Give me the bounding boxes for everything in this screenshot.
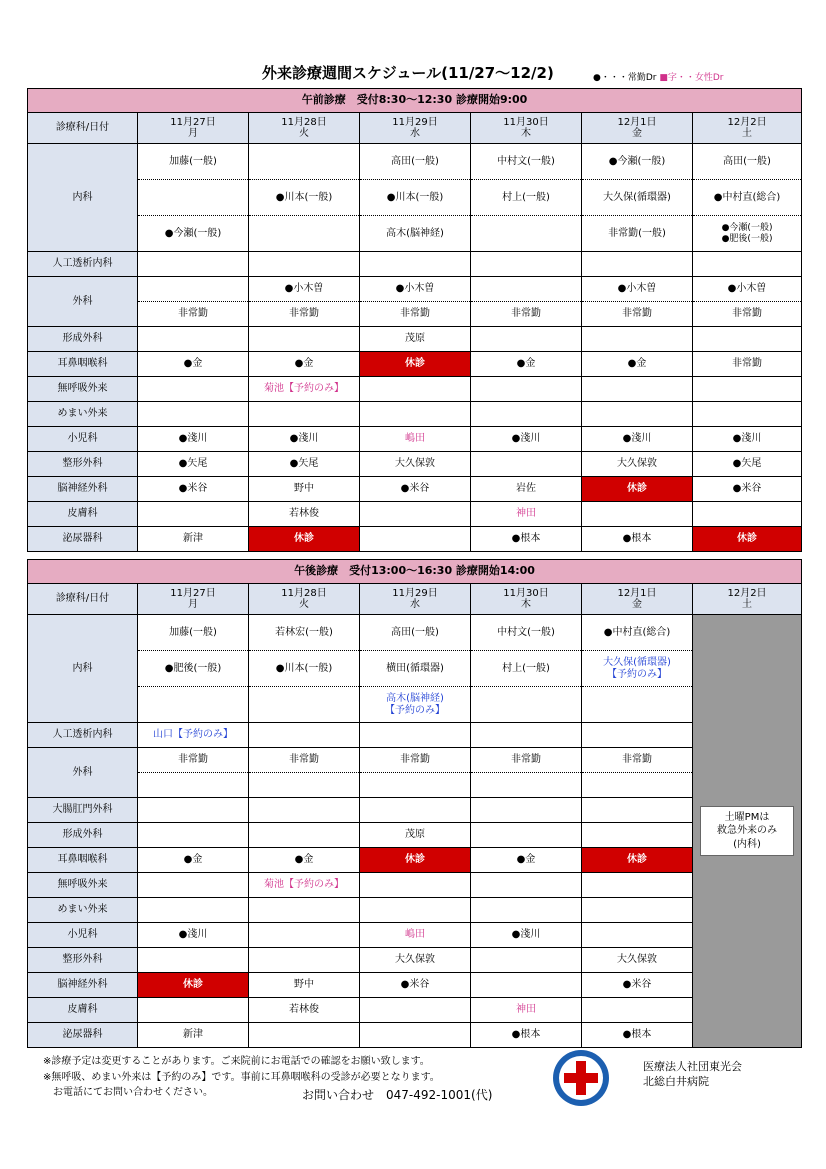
schedule-cell: [138, 327, 249, 352]
schedule-cell: ●金: [249, 352, 360, 377]
schedule-cell: 菊池【予約のみ】: [249, 377, 360, 402]
schedule-cell: 大久保敦: [360, 948, 471, 973]
schedule-cell: ●米谷: [360, 477, 471, 502]
day-dow: 水: [410, 128, 420, 139]
schedule-cell: 若林俊: [249, 502, 360, 527]
schedule-cell: [471, 823, 582, 848]
schedule-cell: ●米谷: [138, 477, 249, 502]
day-date: 12月1日: [617, 116, 657, 128]
schedule-cell: ●肥後(一般): [138, 651, 249, 687]
schedule-cell: 新津: [138, 1023, 249, 1048]
am-schedule-table: [27, 88, 802, 552]
schedule-cell: ●淺川: [138, 427, 249, 452]
schedule-cell: 大久保敦: [582, 948, 693, 973]
dept-name: めまい外来: [28, 402, 138, 427]
schedule-row: [28, 180, 802, 216]
schedule-cell: [693, 252, 802, 277]
schedule-row: [28, 873, 802, 898]
org-line2: 北総白井病院: [643, 1074, 709, 1088]
schedule-cell: [249, 402, 360, 427]
schedule-cell: [582, 687, 693, 723]
schedule-row: [28, 277, 802, 302]
day-header: [693, 584, 802, 615]
schedule-cell: ●川本(一般): [249, 180, 360, 216]
schedule-cell: 加藤(一般): [138, 615, 249, 651]
schedule-cell: [249, 923, 360, 948]
day-dow: 金: [632, 599, 642, 610]
legend: [593, 70, 724, 83]
dept-name: 外科: [28, 277, 138, 327]
schedule-cell: [360, 898, 471, 923]
schedule-cell: ●川本(一般): [249, 651, 360, 687]
schedule-cell: [138, 180, 249, 216]
schedule-row: [28, 798, 802, 823]
schedule-cell: 非常勤: [693, 352, 802, 377]
dept-name: 形成外科: [28, 823, 138, 848]
dept-name: 内科: [28, 144, 138, 252]
cell-line: ●肥後(一般): [721, 233, 773, 244]
schedule-row: [28, 302, 802, 327]
schedule-cell: ●淺川: [693, 427, 802, 452]
schedule-row: [28, 1023, 802, 1048]
pm-date-row: [28, 584, 802, 615]
org-line1: 医療法人社団東光会: [643, 1060, 742, 1073]
schedule-cell: 若林俊: [249, 998, 360, 1023]
schedule-cell: [582, 723, 693, 748]
schedule-row: [28, 527, 802, 552]
schedule-cell: [138, 402, 249, 427]
schedule-cell: [582, 377, 693, 402]
schedule-cell: 高木(脳神経): [360, 216, 471, 252]
schedule-cell: 大久保敦: [360, 452, 471, 477]
schedule-row: [28, 748, 802, 773]
schedule-cell: [360, 798, 471, 823]
schedule-cell: ●小木曽: [693, 277, 802, 302]
schedule-cell: ●根本: [471, 1023, 582, 1048]
am-header-row: [28, 89, 802, 113]
schedule-row: [28, 502, 802, 527]
schedule-cell: [138, 377, 249, 402]
schedule-cell: [471, 252, 582, 277]
schedule-cell: [582, 823, 693, 848]
schedule-cell: 非常勤: [138, 748, 249, 773]
schedule-row: [28, 687, 802, 723]
day-header: [582, 584, 693, 615]
day-header: [582, 113, 693, 144]
dept-name: 泌尿器科: [28, 527, 138, 552]
schedule-row: [28, 216, 802, 252]
schedule-row: [28, 452, 802, 477]
schedule-cell: 嶋田: [360, 427, 471, 452]
schedule-cell: [471, 723, 582, 748]
schedule-cell: [360, 377, 471, 402]
schedule-cell: 嶋田: [360, 923, 471, 948]
day-date: 11月29日: [392, 587, 438, 599]
schedule-row: [28, 402, 802, 427]
schedule-cell: 休診: [249, 527, 360, 552]
schedule-cell: [582, 651, 693, 687]
dept-name: 泌尿器科: [28, 1023, 138, 1048]
schedule-cell: 非常勤: [360, 302, 471, 327]
schedule-cell: [138, 948, 249, 973]
day-date: 11月28日: [281, 587, 327, 599]
dept-name: 人工透析内科: [28, 252, 138, 277]
cell-line: 【予約のみ】: [385, 704, 445, 716]
dept-name: 大腸肛門外科: [28, 798, 138, 823]
schedule-cell: 非常勤: [249, 302, 360, 327]
day-header: [471, 113, 582, 144]
schedule-cell: 加藤(一般): [138, 144, 249, 180]
schedule-cell: 神田: [471, 998, 582, 1023]
day-date: 11月29日: [392, 116, 438, 128]
dept-name: 無呼吸外来: [28, 377, 138, 402]
schedule-cell: [360, 687, 471, 723]
schedule-cell: [471, 687, 582, 723]
schedule-cell: [471, 773, 582, 798]
schedule-row: [28, 477, 802, 502]
schedule-cell: ●米谷: [693, 477, 802, 502]
day-date: 11月30日: [503, 116, 549, 128]
schedule-cell: ●小木曽: [582, 277, 693, 302]
schedule-cell: 岩佐: [471, 477, 582, 502]
saturday-note-line: (内科): [733, 838, 761, 850]
schedule-cell: [138, 823, 249, 848]
schedule-row: [28, 377, 802, 402]
schedule-cell: [249, 687, 360, 723]
dept-name: 無呼吸外来: [28, 873, 138, 898]
schedule-row: [28, 327, 802, 352]
schedule-cell: [360, 773, 471, 798]
dept-name: 外科: [28, 748, 138, 798]
dept-name: めまい外来: [28, 898, 138, 923]
schedule-cell: 非常勤: [249, 748, 360, 773]
schedule-cell: ●矢尾: [693, 452, 802, 477]
dept-name: 内科: [28, 615, 138, 723]
schedule-cell: ●淺川: [471, 427, 582, 452]
schedule-row: [28, 923, 802, 948]
schedule-cell: 新津: [138, 527, 249, 552]
schedule-cell: [138, 998, 249, 1023]
pm-header-row: [28, 560, 802, 584]
schedule-cell: [582, 873, 693, 898]
schedule-cell: [249, 773, 360, 798]
schedule-cell: [138, 898, 249, 923]
schedule-cell: [249, 798, 360, 823]
schedule-cell: [138, 687, 249, 723]
schedule-cell: 高田(一般): [360, 144, 471, 180]
page-title: 外来診療週間スケジュール(11/27〜12/2): [262, 64, 554, 82]
dept-name: 皮膚科: [28, 502, 138, 527]
day-header: [693, 113, 802, 144]
schedule-row: [28, 948, 802, 973]
schedule-row: [28, 352, 802, 377]
schedule-cell: [471, 798, 582, 823]
schedule-cell: [138, 252, 249, 277]
day-header: [360, 584, 471, 615]
schedule-cell: [693, 402, 802, 427]
schedule-cell: ●米谷: [360, 973, 471, 998]
saturday-pm-closed: [693, 615, 802, 1048]
schedule-cell: [249, 898, 360, 923]
day-date: 11月27日: [170, 587, 216, 599]
day-dow: 月: [188, 599, 198, 610]
day-date: 12月2日: [727, 116, 767, 128]
schedule-cell: ●淺川: [138, 923, 249, 948]
schedule-cell: ●淺川: [249, 427, 360, 452]
schedule-cell: [582, 402, 693, 427]
day-dow: 木: [521, 599, 531, 610]
day-header: [138, 113, 249, 144]
schedule-cell: ●川本(一般): [360, 180, 471, 216]
saturday-note: [700, 806, 794, 857]
pm-schedule-table: [27, 559, 802, 1048]
schedule-row: [28, 144, 802, 180]
day-header: [138, 584, 249, 615]
schedule-cell: ●矢尾: [138, 452, 249, 477]
schedule-cell: 野中: [249, 973, 360, 998]
schedule-cell: ●根本: [582, 1023, 693, 1048]
schedule-cell: ●金: [471, 848, 582, 873]
schedule-row: [28, 848, 802, 873]
schedule-cell: 村上(一般): [471, 651, 582, 687]
schedule-cell: 若林宏(一般): [249, 615, 360, 651]
schedule-cell: ●根本: [471, 527, 582, 552]
pm-session-header: 午後診療 受付13:00〜16:30 診療開始14:00: [28, 560, 802, 584]
schedule-cell: 野中: [249, 477, 360, 502]
schedule-cell: [471, 973, 582, 998]
schedule-cell: [249, 144, 360, 180]
dept-name: 皮膚科: [28, 998, 138, 1023]
schedule-cell: 神田: [471, 502, 582, 527]
day-dow: 土: [742, 599, 753, 610]
dept-name: 小児科: [28, 427, 138, 452]
schedule-cell: 菊池【予約のみ】: [249, 873, 360, 898]
schedule-row: [28, 651, 802, 687]
schedule-cell: 休診: [582, 477, 693, 502]
schedule-cell: 非常勤: [693, 302, 802, 327]
schedule-cell: [138, 873, 249, 898]
schedule-cell: [138, 798, 249, 823]
schedule-cell: 非常勤: [471, 302, 582, 327]
schedule-cell: [138, 773, 249, 798]
schedule-cell: 大久保(循環器): [582, 180, 693, 216]
col-header-label: 診療科/日付: [28, 113, 138, 144]
schedule-cell: ●金: [582, 352, 693, 377]
schedule-cell: [582, 998, 693, 1023]
schedule-cell: [471, 277, 582, 302]
schedule-cell: 休診: [693, 527, 802, 552]
legend-female: ■字・・女性Dr: [659, 73, 724, 83]
schedule-cell: 非常勤: [582, 302, 693, 327]
schedule-cell: 休診: [582, 848, 693, 873]
schedule-cell: [471, 898, 582, 923]
day-dow: 月: [188, 128, 198, 139]
schedule-cell: [138, 277, 249, 302]
dept-name: 形成外科: [28, 327, 138, 352]
schedule-cell: [249, 327, 360, 352]
schedule-cell: ●小木曽: [249, 277, 360, 302]
schedule-cell: [582, 898, 693, 923]
schedule-cell: ●金: [138, 352, 249, 377]
schedule-cell: ●淺川: [471, 923, 582, 948]
day-dow: 水: [410, 599, 420, 610]
schedule-cell: [471, 948, 582, 973]
dept-name: 整形外科: [28, 948, 138, 973]
dept-name: 人工透析内科: [28, 723, 138, 748]
schedule-cell: [249, 948, 360, 973]
schedule-cell: 非常勤: [582, 748, 693, 773]
schedule-cell: [582, 798, 693, 823]
schedule-cell: [249, 252, 360, 277]
schedule-cell: 非常勤: [138, 302, 249, 327]
schedule-cell: 中村文(一般): [471, 144, 582, 180]
schedule-cell: [471, 216, 582, 252]
day-dow: 木: [521, 128, 531, 139]
schedule-row: [28, 615, 802, 651]
schedule-row: [28, 427, 802, 452]
day-date: 11月28日: [281, 116, 327, 128]
schedule-cell: [138, 502, 249, 527]
schedule-cell: 横田(循環器): [360, 651, 471, 687]
schedule-cell: 休診: [138, 973, 249, 998]
schedule-cell: 非常勤(一般): [582, 216, 693, 252]
hospital-name: [643, 1060, 742, 1090]
schedule-row: [28, 252, 802, 277]
schedule-cell: 非常勤: [360, 748, 471, 773]
schedule-row: [28, 823, 802, 848]
am-date-row: [28, 113, 802, 144]
schedule-cell: [360, 502, 471, 527]
schedule-cell: [693, 502, 802, 527]
saturday-note-line: 土曜PMは: [724, 811, 770, 823]
schedule-cell: [360, 402, 471, 427]
schedule-cell: [693, 377, 802, 402]
day-date: 12月1日: [617, 587, 657, 599]
dept-name: 脳神経外科: [28, 477, 138, 502]
dept-name: 脳神経外科: [28, 973, 138, 998]
schedule-cell: [360, 998, 471, 1023]
saturday-note-line: 救急外来のみ: [717, 825, 778, 837]
day-header: [249, 584, 360, 615]
day-dow: 金: [632, 128, 642, 139]
day-dow: 火: [299, 599, 309, 610]
schedule-cell: ●金: [138, 848, 249, 873]
schedule-cell: [471, 327, 582, 352]
schedule-cell: [582, 327, 693, 352]
day-date: 11月27日: [170, 116, 216, 128]
cell-line: ●今瀬(一般): [721, 223, 773, 234]
dept-name: 耳鼻咽喉科: [28, 848, 138, 873]
schedule-cell: ●中村直(総合): [693, 180, 802, 216]
cell-line: 【予約のみ】: [607, 668, 667, 680]
day-header: [249, 113, 360, 144]
schedule-cell: [471, 452, 582, 477]
note-2: ※無呼吸、めまい外来は【予約のみ】です。事前に耳鼻咽喉科の受診が必要となります。: [43, 1072, 440, 1083]
schedule-cell: ●小木曽: [360, 277, 471, 302]
schedule-cell: 高田(一般): [693, 144, 802, 180]
schedule-cell: 高田(一般): [360, 615, 471, 651]
schedule-cell: [693, 216, 802, 252]
schedule-cell: [693, 327, 802, 352]
schedule-cell: [360, 527, 471, 552]
schedule-cell: [249, 823, 360, 848]
legend-regular: ●・・・常勤Dr: [593, 73, 657, 83]
schedule-cell: [582, 773, 693, 798]
cell-line: 大久保(循環器): [603, 657, 671, 668]
schedule-cell: ●根本: [582, 527, 693, 552]
day-dow: 土: [742, 128, 753, 139]
schedule-cell: [249, 216, 360, 252]
schedule-cell: ●中村直(総合): [582, 615, 693, 651]
red-cross-icon: [551, 1048, 611, 1108]
cell-line: 高木(脳神経): [386, 693, 444, 704]
schedule-cell: [582, 252, 693, 277]
schedule-cell: ●淺川: [582, 427, 693, 452]
schedule-cell: 山口【予約のみ】: [138, 723, 249, 748]
schedule-row: [28, 973, 802, 998]
schedule-cell: [360, 252, 471, 277]
schedule-cell: [471, 402, 582, 427]
schedule-cell: [582, 923, 693, 948]
schedule-cell: 休診: [360, 848, 471, 873]
schedule-cell: [360, 873, 471, 898]
day-header: [360, 113, 471, 144]
schedule-cell: 茂原: [360, 327, 471, 352]
schedule-cell: 茂原: [360, 823, 471, 848]
schedule-cell: 非常勤: [471, 748, 582, 773]
schedule-cell: ●金: [249, 848, 360, 873]
schedule-cell: [471, 377, 582, 402]
schedule-cell: 村上(一般): [471, 180, 582, 216]
schedule-cell: [360, 1023, 471, 1048]
schedule-cell: ●米谷: [582, 973, 693, 998]
schedule-row: [28, 998, 802, 1023]
day-date: 11月30日: [503, 587, 549, 599]
schedule-cell: 大久保敦: [582, 452, 693, 477]
schedule-cell: [360, 723, 471, 748]
dept-name: 小児科: [28, 923, 138, 948]
dept-name: 耳鼻咽喉科: [28, 352, 138, 377]
day-header: [471, 584, 582, 615]
schedule-cell: [471, 873, 582, 898]
note-3: お電話にてお問い合わせください。: [43, 1087, 213, 1098]
schedule-cell: ●今瀬(一般): [138, 216, 249, 252]
schedule-cell: [249, 1023, 360, 1048]
schedule-cell: [582, 502, 693, 527]
day-date: 12月2日: [727, 587, 767, 599]
dept-name: 整形外科: [28, 452, 138, 477]
schedule-row: [28, 773, 802, 798]
schedule-cell: ●金: [471, 352, 582, 377]
day-dow: 火: [299, 128, 309, 139]
schedule-cell: 中村文(一般): [471, 615, 582, 651]
schedule-cell: 休診: [360, 352, 471, 377]
schedule-cell: ●矢尾: [249, 452, 360, 477]
schedule-row: [28, 898, 802, 923]
am-session-header: 午前診療 受付8:30〜12:30 診療開始9:00: [28, 89, 802, 113]
col-header-label: 診療科/日付: [28, 584, 138, 615]
note-1: ※診療予定は変更することがあります。ご来院前にお電話での確認をお願い致します。: [43, 1056, 430, 1067]
schedule-row: [28, 723, 802, 748]
schedule-cell: ●今瀬(一般): [582, 144, 693, 180]
schedule-cell: [249, 723, 360, 748]
contact-phone: お問い合わせ 047-492-1001(代): [302, 1088, 493, 1102]
